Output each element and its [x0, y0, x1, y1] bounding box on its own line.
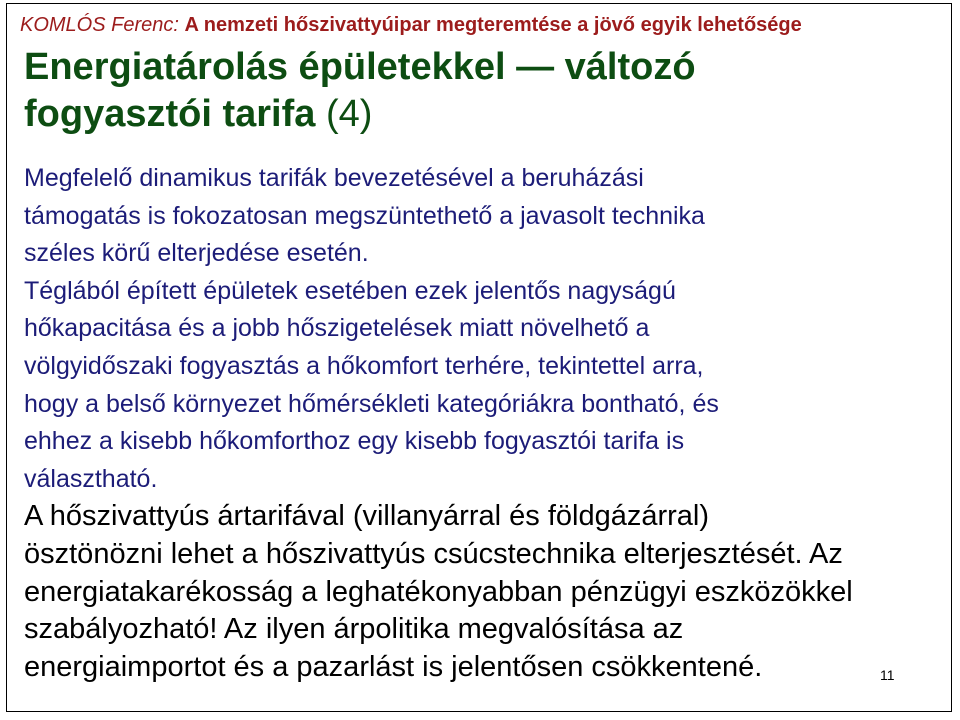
paragraph-3-line: szabályozható! Az ilyen árpolitika megvalósítása az: [24, 613, 684, 646]
paragraph-1-line: Megfelelő dinamikus tarifák bevezetésével a beruházási: [24, 164, 644, 192]
title-suffix: (4): [325, 93, 373, 135]
paragraph-3-line: energiaimportot és a pazarlást is jelentősen csökkentené.: [24, 650, 763, 683]
title-line-2: [24, 91, 904, 138]
header-topic: A nemzeti hőszivattyúipar megteremtése a jövő egyik lehetősége: [184, 14, 802, 36]
slide-body: [24, 160, 944, 686]
title-line-1: Energiatárolás épületekkel — változó: [24, 46, 696, 88]
slide-title: [24, 44, 904, 138]
page-number: 11: [880, 667, 895, 683]
paragraph-3-line: A hőszivattyús ártarifával (villanyárral és földgázárral): [24, 500, 709, 533]
paragraph-2-line: völgyidőszaki fogyasztás a hőkomfort terhére, tekintettel arra,: [24, 351, 704, 380]
slide-header: [20, 12, 802, 38]
paragraph-2-line: Téglából épített épületek esetében ezek jelentős nagyságú: [24, 276, 676, 305]
paragraph-3-line: ösztönözni lehet a hőszivattyús csúcstechnika elterjesztését. Az: [24, 537, 843, 570]
paragraph-1-line: széles körű elterjedése esetén.: [24, 239, 369, 268]
title-main-part: fogyasztói tarifa: [24, 93, 316, 135]
header-author: KOMLÓS Ferenc:: [20, 14, 179, 36]
paragraph-2-line: választható.: [24, 464, 158, 493]
paragraph-2-line: hőkapacitása és a jobb hőszigetelések miatt növelhető a: [24, 314, 650, 343]
paragraph-2-line: ehhez a kisebb hőkomforthoz egy kisebb fogyasztói tarifa is: [24, 427, 685, 456]
paragraph-1-line: támogatás is fokozatosan megszüntethető a javasolt technika: [24, 201, 705, 230]
paragraph-3-line: energiatakarékosság a leghatékonyabban pénzügyi eszközökkel: [24, 575, 853, 608]
paragraph-2-line: hogy a belső környezet hőmérsékleti kategóriákra bontható, és: [24, 389, 719, 418]
